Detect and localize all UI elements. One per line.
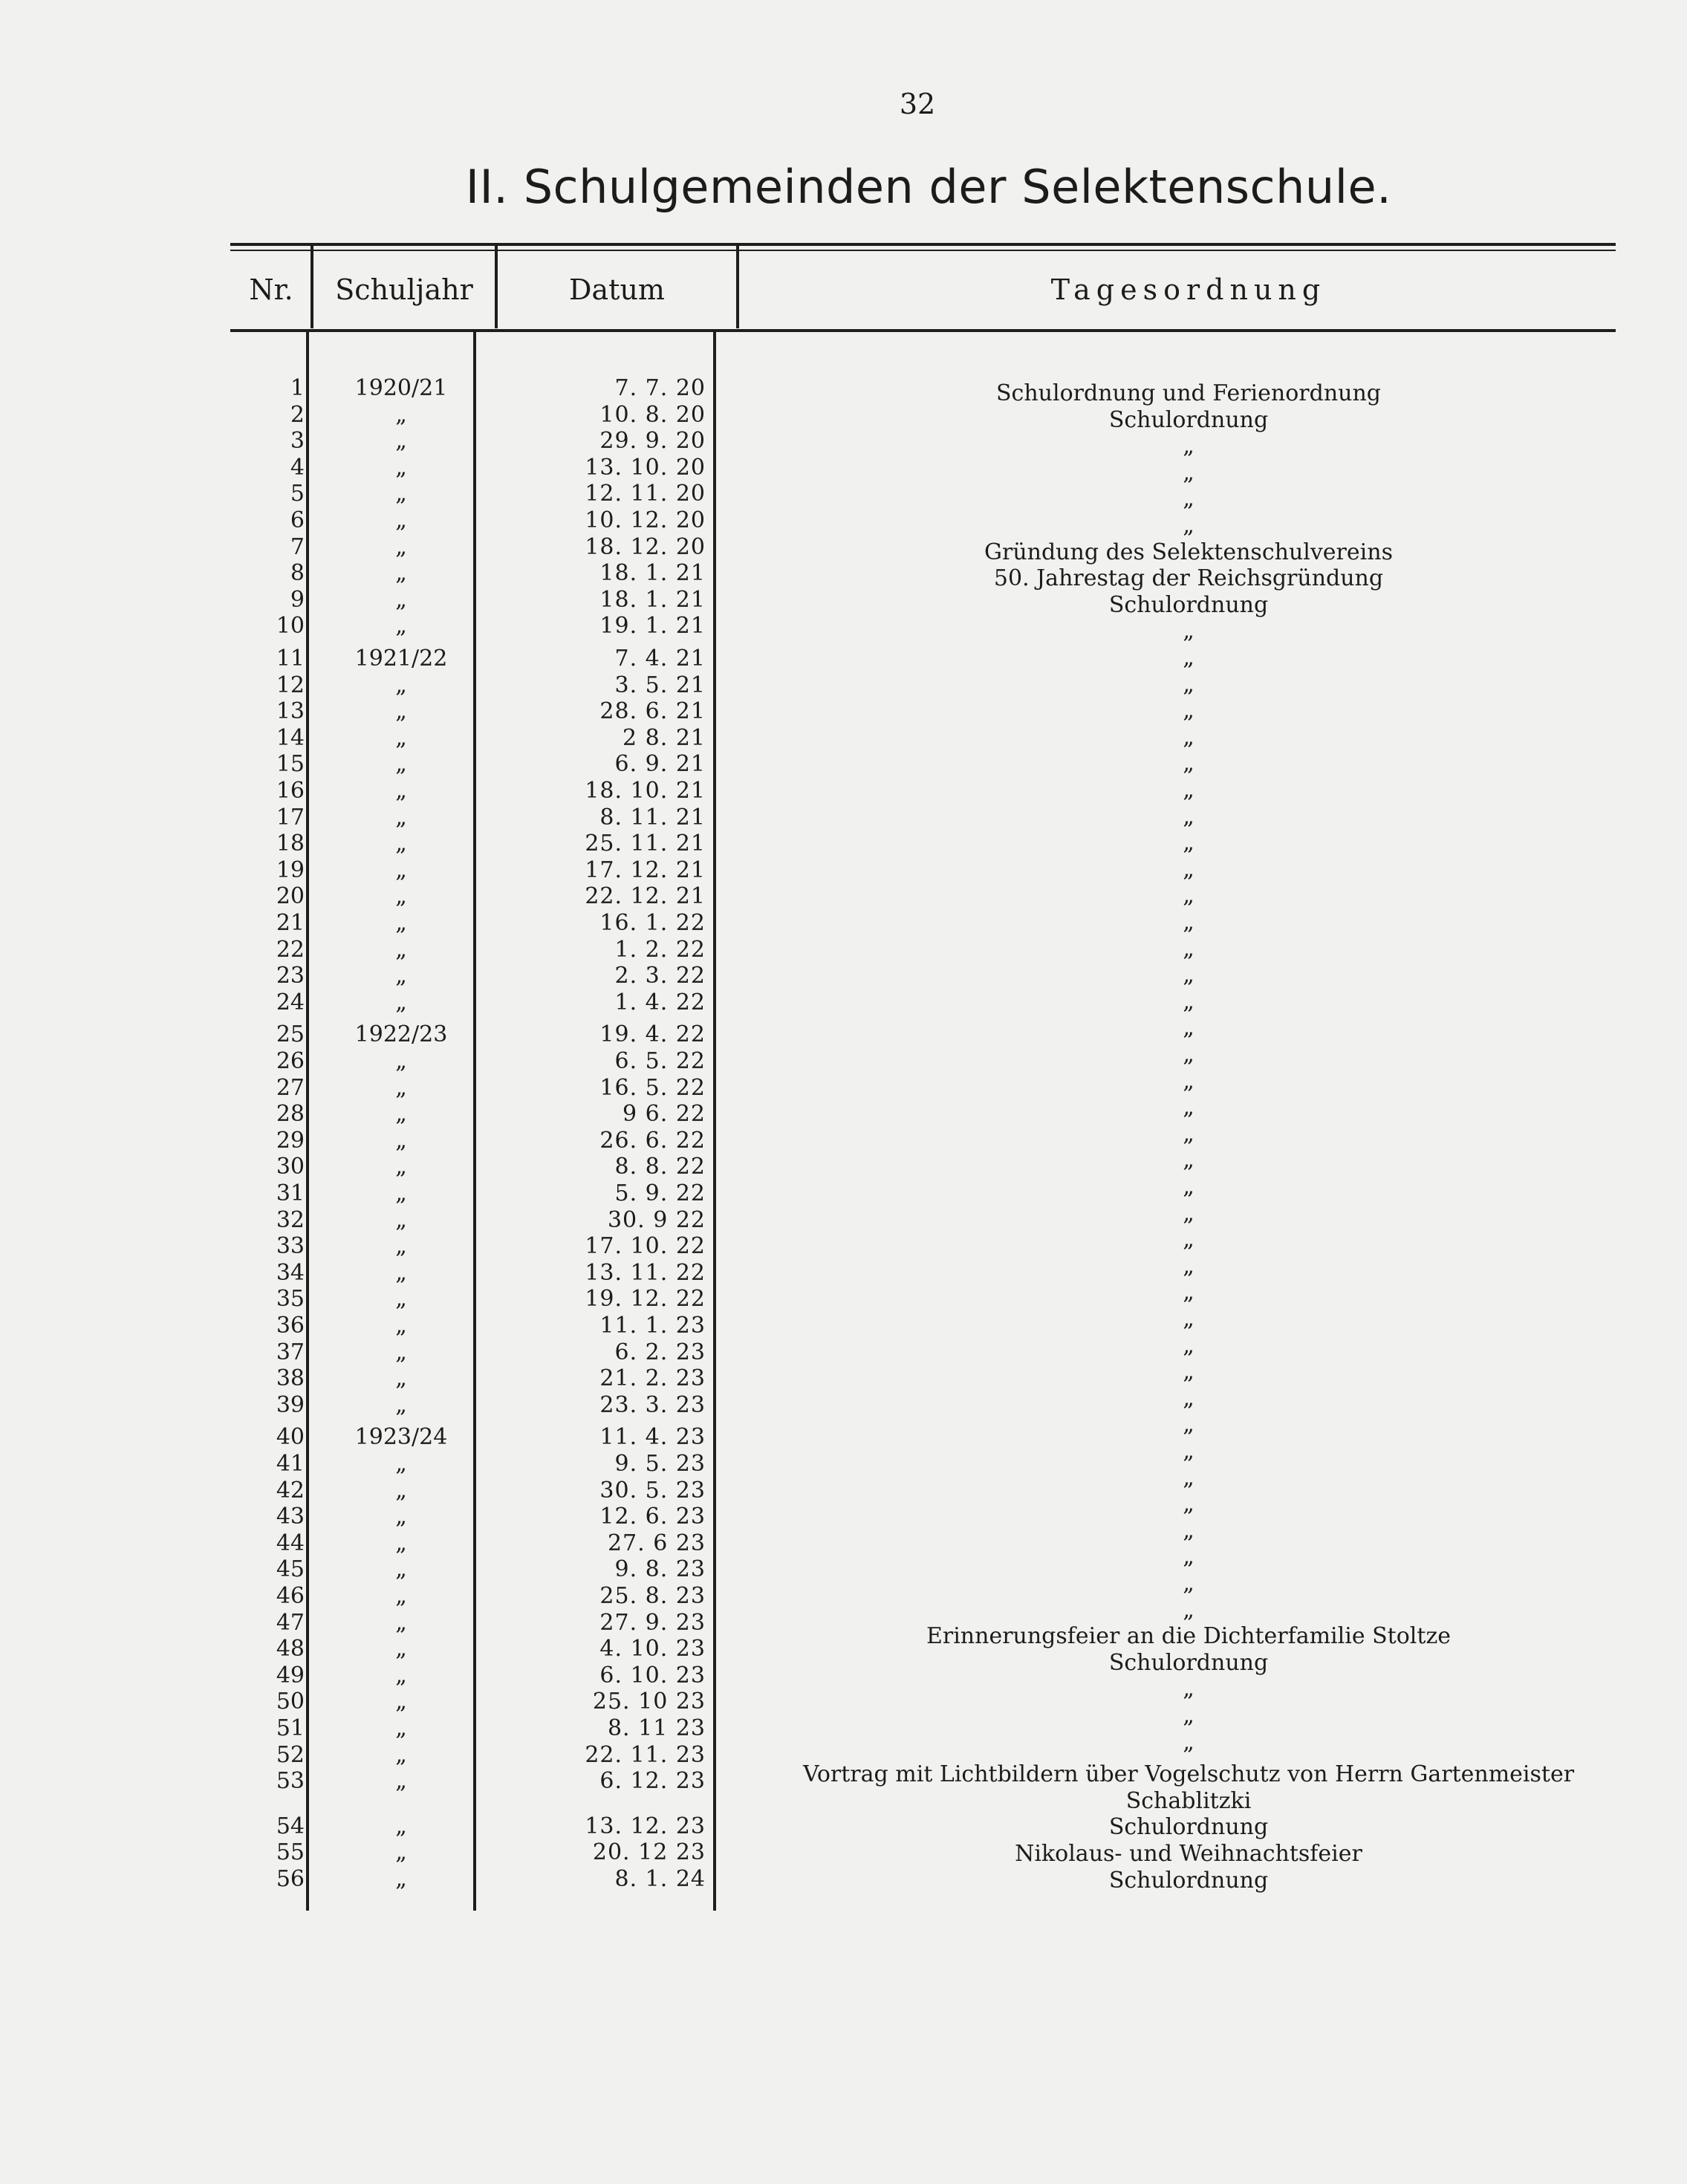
row-number: 27: [276, 1074, 305, 1101]
row-datum: 16. 1. 22: [599, 910, 706, 936]
row-number: 23: [276, 963, 305, 989]
row-number: 15: [276, 751, 305, 778]
row-schuljahr: „: [395, 989, 407, 1015]
row-datum: 2 8. 21: [623, 724, 706, 751]
agenda-line: Vortrag mit Lichtbildern über Vogelschutz von Herrn Gartenmeister: [802, 1761, 1575, 1788]
row-schuljahr: „: [395, 1154, 407, 1180]
row-schuljahr: „: [395, 1609, 407, 1636]
agenda-line: „: [1183, 750, 1194, 777]
agenda-line: „: [1183, 1041, 1194, 1067]
agenda-line: „: [1183, 909, 1194, 935]
row-datum: 13. 11. 22: [585, 1259, 706, 1286]
row-number: 4: [290, 454, 305, 481]
agenda-line: Schulordnung: [1108, 1814, 1269, 1841]
page-number: 32: [899, 88, 936, 120]
agenda-line: „: [1183, 698, 1194, 724]
row-schuljahr: „: [395, 963, 407, 989]
row-schuljahr: „: [395, 1477, 407, 1504]
row-datum: 22. 12. 21: [585, 883, 706, 910]
row-number: 31: [276, 1180, 305, 1206]
agenda-line: Schulordnung: [1108, 591, 1269, 618]
row-number: 21: [276, 910, 305, 936]
row-datum: 8. 11 23: [607, 1715, 706, 1741]
row-schuljahr: „: [395, 1839, 407, 1866]
row-schuljahr: „: [395, 401, 407, 428]
row-datum: 27. 6 23: [607, 1530, 706, 1556]
row-number: 43: [276, 1504, 305, 1530]
agenda-line: „: [1183, 1120, 1194, 1147]
row-schuljahr: „: [395, 1813, 407, 1839]
row-number: 34: [276, 1259, 305, 1286]
row-datum: 6. 9. 21: [614, 751, 706, 778]
row-schuljahr: „: [395, 1391, 407, 1418]
agenda-line: „: [1183, 724, 1194, 750]
row-number: 17: [276, 804, 305, 831]
agenda-line: „: [1183, 1464, 1194, 1491]
row-number: 29: [276, 1127, 305, 1154]
row-datum: 19. 4. 22: [599, 1021, 706, 1048]
row-schuljahr: „: [395, 1206, 407, 1233]
agenda-line: „: [1183, 803, 1194, 830]
row-datum: 28. 6. 21: [599, 698, 706, 725]
row-number: 6: [290, 507, 305, 533]
agenda-line: „: [1183, 645, 1194, 671]
agenda-line: „: [1183, 1200, 1194, 1226]
row-schuljahr: „: [395, 1127, 407, 1154]
agenda-line: „: [1183, 988, 1194, 1015]
row-schuljahr: „: [395, 1504, 407, 1530]
row-schuljahr: 1923/24: [354, 1424, 448, 1451]
agenda-line: „: [1183, 883, 1194, 909]
row-datum: 30. 5. 23: [599, 1477, 706, 1504]
agenda-line: „: [1183, 1015, 1194, 1041]
agenda-line: „: [1183, 962, 1194, 989]
row-schuljahr: „: [395, 1662, 407, 1689]
row-schuljahr: „: [395, 698, 407, 725]
agenda-line: „: [1183, 1570, 1194, 1596]
row-datum: 13. 12. 23: [585, 1813, 706, 1839]
row-schuljahr: „: [395, 1074, 407, 1101]
row-datum: 29. 9. 20: [599, 428, 706, 455]
row-schuljahr: „: [395, 560, 407, 587]
row-number: 24: [276, 989, 305, 1015]
row-schuljahr: „: [395, 481, 407, 507]
row-datum: 6. 10. 23: [599, 1662, 706, 1689]
table-top-rule-thin: [230, 250, 1616, 251]
agenda-line: „: [1183, 1385, 1194, 1411]
row-number: 12: [276, 672, 305, 698]
row-datum: 10. 8. 20: [599, 401, 706, 428]
row-datum: 9. 5. 23: [614, 1451, 706, 1477]
row-datum: 16. 5. 22: [599, 1074, 706, 1101]
row-schuljahr: „: [395, 1339, 407, 1365]
column-divider: [713, 332, 716, 1911]
row-datum: 1. 4. 22: [614, 989, 706, 1015]
agenda-line: Erinnerungsfeier an die Dichterfamilie Stoltze: [926, 1623, 1452, 1650]
row-number: 36: [276, 1313, 305, 1339]
row-datum: 19. 1. 21: [599, 613, 706, 640]
row-datum: 25. 8. 23: [599, 1583, 706, 1609]
row-schuljahr: „: [395, 1286, 407, 1313]
row-schuljahr: „: [395, 1556, 407, 1583]
agenda-line: „: [1183, 830, 1194, 857]
row-datum: 18. 1. 21: [599, 586, 706, 613]
header-datum: Datum: [569, 273, 665, 306]
row-number: 51: [276, 1715, 305, 1741]
row-number: 55: [276, 1839, 305, 1866]
row-datum: 11. 4. 23: [599, 1424, 706, 1451]
agenda-line: „: [1183, 1279, 1194, 1306]
row-number: 3: [290, 428, 305, 455]
agenda-line: „: [1183, 1067, 1194, 1094]
row-number: 2: [290, 401, 305, 428]
row-number: 7: [290, 533, 305, 560]
row-schuljahr: 1922/23: [354, 1021, 448, 1048]
agenda-line: „: [1183, 1438, 1194, 1464]
row-schuljahr: „: [395, 1689, 407, 1715]
agenda-line: „: [1183, 1094, 1194, 1121]
row-datum: 25. 11. 21: [585, 831, 706, 857]
row-number: 46: [276, 1583, 305, 1609]
row-schuljahr: „: [395, 1259, 407, 1286]
row-schuljahr: „: [395, 1715, 407, 1741]
agenda-line: „: [1183, 1147, 1194, 1174]
agenda-line: „: [1183, 1491, 1194, 1518]
agenda-line: „: [1183, 459, 1194, 486]
row-number: 30: [276, 1154, 305, 1180]
row-datum: 4. 10. 23: [599, 1636, 706, 1663]
row-datum: 9. 8. 23: [614, 1556, 706, 1583]
row-number: 8: [290, 560, 305, 587]
row-number: 19: [276, 857, 305, 883]
row-number: 47: [276, 1609, 305, 1636]
row-datum: 5. 9. 22: [614, 1180, 706, 1206]
header-bottom-rule: [230, 329, 1616, 332]
row-number: 40: [276, 1424, 305, 1451]
row-schuljahr: „: [395, 1101, 407, 1128]
row-number: 45: [276, 1556, 305, 1583]
agenda-line: „: [1183, 1676, 1194, 1703]
row-number: 14: [276, 724, 305, 751]
row-datum: 12. 11. 20: [585, 481, 706, 507]
agenda-line: „: [1183, 671, 1194, 698]
row-number: 22: [276, 936, 305, 963]
row-schuljahr: „: [395, 507, 407, 533]
row-datum: 26. 6. 22: [599, 1127, 706, 1154]
row-schuljahr: „: [395, 724, 407, 751]
row-datum: 8. 8. 22: [614, 1154, 706, 1180]
row-schuljahr: „: [395, 1180, 407, 1206]
row-schuljahr: „: [395, 751, 407, 778]
agenda-line: „: [1183, 1226, 1194, 1253]
row-schuljahr: „: [395, 454, 407, 481]
row-datum: 18. 10. 21: [585, 778, 706, 804]
row-datum: 17. 10. 22: [585, 1233, 706, 1260]
header-schuljahr: Schuljahr: [335, 273, 473, 306]
row-datum: 7. 4. 21: [614, 646, 706, 672]
agenda-line: „: [1183, 1517, 1194, 1544]
row-schuljahr: „: [395, 1866, 407, 1892]
agenda-line: „: [1183, 1596, 1194, 1623]
row-datum: 6. 5. 22: [614, 1048, 706, 1074]
row-number: 41: [276, 1451, 305, 1477]
row-number: 35: [276, 1286, 305, 1313]
row-datum: 12. 6. 23: [599, 1504, 706, 1530]
row-number: 11: [276, 646, 305, 672]
header-tagesordnung: Tagesordnung: [1050, 273, 1327, 306]
row-datum: 11. 1. 23: [599, 1313, 706, 1339]
row-datum: 22. 11. 23: [585, 1741, 706, 1768]
agenda-line: „: [1183, 1252, 1194, 1279]
row-datum: 6. 12. 23: [599, 1768, 706, 1795]
row-datum: 2. 3. 22: [614, 963, 706, 989]
agenda-line: „: [1183, 1306, 1194, 1332]
agenda-line: Gründung des Selektenschulvereins: [984, 539, 1393, 565]
row-number: 25: [276, 1021, 305, 1048]
row-number: 49: [276, 1662, 305, 1689]
row-number: 53: [276, 1768, 305, 1795]
row-number: 39: [276, 1391, 305, 1418]
row-schuljahr: „: [395, 831, 407, 857]
agenda-line: Schulordnung: [1108, 1867, 1269, 1894]
row-schuljahr: „: [395, 1233, 407, 1260]
row-schuljahr: „: [395, 936, 407, 963]
row-schuljahr: „: [395, 1048, 407, 1074]
agenda-line: „: [1183, 1703, 1194, 1729]
agenda-line: Schulordnung und Ferienordnung: [996, 380, 1381, 406]
row-datum: 27. 9. 23: [599, 1609, 706, 1636]
row-number: 52: [276, 1741, 305, 1768]
row-datum: 17. 12. 21: [585, 857, 706, 883]
row-schuljahr: „: [395, 428, 407, 455]
row-datum: 18. 1. 21: [599, 560, 706, 587]
agenda-line: 50. Jahrestag der Reichsgründung: [993, 565, 1384, 592]
agenda-line: „: [1183, 1174, 1194, 1200]
row-schuljahr: „: [395, 778, 407, 804]
row-number: 33: [276, 1233, 305, 1260]
agenda-line: „: [1183, 1411, 1194, 1438]
row-number: 54: [276, 1813, 305, 1839]
agenda-line: „: [1183, 1544, 1194, 1570]
row-number: 50: [276, 1689, 305, 1715]
row-schuljahr: „: [395, 1451, 407, 1477]
agenda-line: Schulordnung: [1108, 406, 1269, 433]
row-schuljahr: „: [395, 1365, 407, 1392]
row-schuljahr: 1920/21: [354, 375, 448, 401]
row-datum: 25. 10 23: [592, 1689, 706, 1715]
row-datum: 6. 2. 23: [614, 1339, 706, 1365]
agenda-line: Schulordnung: [1108, 1649, 1269, 1676]
agenda-line: „: [1183, 856, 1194, 883]
agenda-line: „: [1183, 1332, 1194, 1359]
agenda-line: Schablitzki: [1125, 1787, 1252, 1814]
row-schuljahr: „: [395, 533, 407, 560]
row-number: 37: [276, 1339, 305, 1365]
row-schuljahr: „: [395, 804, 407, 831]
agenda-line: „: [1183, 1729, 1194, 1755]
row-number: 5: [290, 481, 305, 507]
row-number: 32: [276, 1206, 305, 1233]
agenda-line: „: [1183, 486, 1194, 513]
row-schuljahr: „: [395, 672, 407, 698]
row-datum: 8. 11. 21: [599, 804, 706, 831]
row-datum: 7. 7. 20: [614, 375, 706, 401]
row-schuljahr: „: [395, 613, 407, 640]
row-number: 16: [276, 778, 305, 804]
row-schuljahr: „: [395, 1636, 407, 1663]
agenda-line: „: [1183, 777, 1194, 803]
row-datum: 1. 2. 22: [614, 936, 706, 963]
row-schuljahr: „: [395, 1530, 407, 1556]
row-datum: 10. 12. 20: [585, 507, 706, 533]
row-number: 38: [276, 1365, 305, 1392]
row-schuljahr: „: [395, 1741, 407, 1768]
row-schuljahr: „: [395, 1768, 407, 1795]
row-number: 42: [276, 1477, 305, 1504]
row-schuljahr: „: [395, 1313, 407, 1339]
table-top-rule: [230, 243, 1616, 246]
row-datum: 21. 2. 23: [599, 1365, 706, 1392]
row-schuljahr: 1921/22: [354, 646, 448, 672]
row-datum: 13. 10. 20: [585, 454, 706, 481]
agenda-line: „: [1183, 618, 1194, 645]
row-number: 20: [276, 883, 305, 910]
row-schuljahr: „: [395, 910, 407, 936]
row-datum: 23. 3. 23: [599, 1391, 706, 1418]
row-number: 28: [276, 1101, 305, 1128]
row-number: 48: [276, 1636, 305, 1663]
agenda-line: „: [1183, 433, 1194, 460]
agenda-line: „: [1183, 1359, 1194, 1385]
page-title: II. Schulgemeinden der Selektenschule.: [465, 160, 1392, 214]
header-nr: Nr.: [249, 273, 293, 306]
row-datum: 18. 12. 20: [585, 533, 706, 560]
agenda-line: „: [1183, 513, 1194, 539]
row-schuljahr: „: [395, 857, 407, 883]
column-divider: [736, 245, 739, 328]
row-datum: 30. 9 22: [607, 1206, 706, 1233]
row-schuljahr: „: [395, 883, 407, 910]
row-datum: 9 6. 22: [623, 1101, 706, 1128]
row-schuljahr: „: [395, 1583, 407, 1609]
row-number: 1: [290, 375, 305, 401]
row-number: 56: [276, 1866, 305, 1892]
row-schuljahr: „: [395, 586, 407, 613]
agenda-line: Nikolaus- und Weihnachtsfeier: [1015, 1841, 1362, 1867]
row-number: 10: [276, 613, 305, 640]
row-datum: 19. 12. 22: [585, 1286, 706, 1313]
row-number: 44: [276, 1530, 305, 1556]
column-divider: [306, 332, 309, 1911]
row-datum: 8. 1. 24: [614, 1866, 706, 1892]
row-number: 26: [276, 1048, 305, 1074]
row-datum: 3. 5. 21: [614, 672, 706, 698]
row-datum: 20. 12 23: [592, 1839, 706, 1866]
agenda-line: „: [1183, 935, 1194, 962]
row-number: 9: [290, 586, 305, 613]
row-number: 13: [276, 698, 305, 725]
row-number: 18: [276, 831, 305, 857]
